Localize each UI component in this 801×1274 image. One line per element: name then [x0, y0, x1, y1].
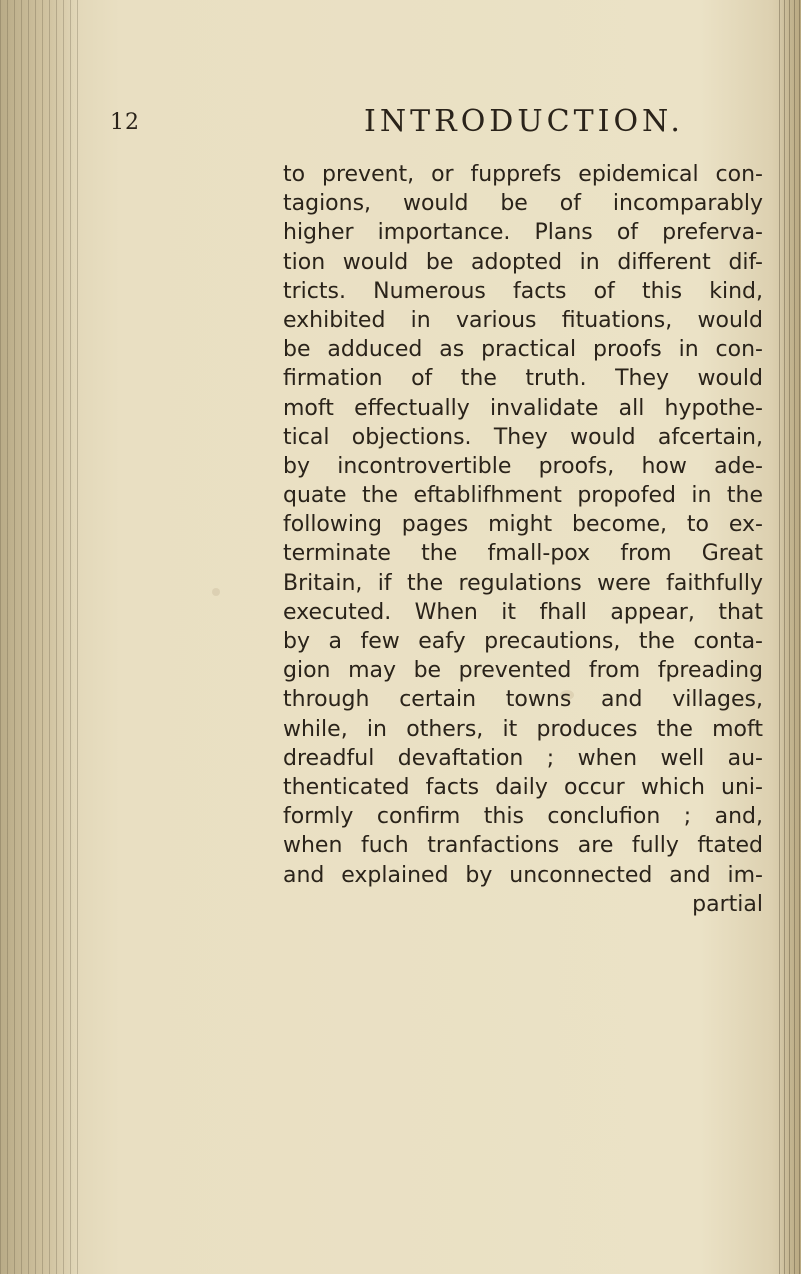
text-line: terminate the fmall-pox from Great	[283, 541, 763, 567]
text-line: by incontrovertible proofs, how ade-	[283, 453, 763, 479]
text-line: when fuch tranfactions are fully ftated	[283, 833, 763, 859]
running-head-title: INTRODUCTION.	[364, 104, 684, 139]
text-line: through certain towns and villages,	[283, 687, 763, 713]
text-line: formly confirm this conclufion ; and,	[283, 804, 763, 830]
body-text	[283, 160, 763, 919]
page-fore-edge	[779, 0, 801, 1274]
text-line: while, in others, it produces the moft	[283, 716, 763, 742]
text-line: by a few eafy precautions, the conta-	[283, 629, 763, 654]
text-line: Britain, if the regulations were faithfully	[283, 570, 763, 596]
text-line: higher importance. Plans of preferva-	[283, 220, 763, 246]
text-line: executed. When it fhall appear, that	[283, 599, 763, 625]
text-line: exhibited in various fituations, would	[283, 307, 763, 333]
running-head	[110, 104, 760, 150]
page-number: 12	[110, 110, 140, 135]
text-line: to prevent, or fupprefs epidemical con-	[283, 162, 763, 187]
paper-stain	[212, 588, 220, 596]
text-line: tical objections. They would afcertain,	[283, 424, 763, 450]
text-line: tion would be adopted in different dif-	[283, 249, 763, 275]
text-line: quate the eftablifhment propofed in the	[283, 483, 763, 509]
text-line: following pages might become, to ex-	[283, 512, 763, 538]
text-line: dreadful devaftation ; when well au-	[283, 745, 763, 771]
text-line: and explained by unconnected and im-	[283, 862, 763, 888]
text-line: firmation of the truth. They would	[283, 366, 763, 392]
text-line: thenticated facts daily occur which uni-	[283, 774, 763, 800]
text-line: gion may be prevented from fpreading	[283, 658, 763, 684]
page-binding-edge	[0, 0, 78, 1274]
text-line: be adduced as practical proofs in con-	[283, 337, 763, 363]
text-line: tagions, would be of incomparably	[283, 191, 763, 217]
text-line: moft effectually invalidate all hypothe-	[283, 395, 763, 421]
catchword-line: partial	[692, 891, 763, 917]
text-line: tricts. Numerous facts of this kind,	[283, 278, 763, 304]
